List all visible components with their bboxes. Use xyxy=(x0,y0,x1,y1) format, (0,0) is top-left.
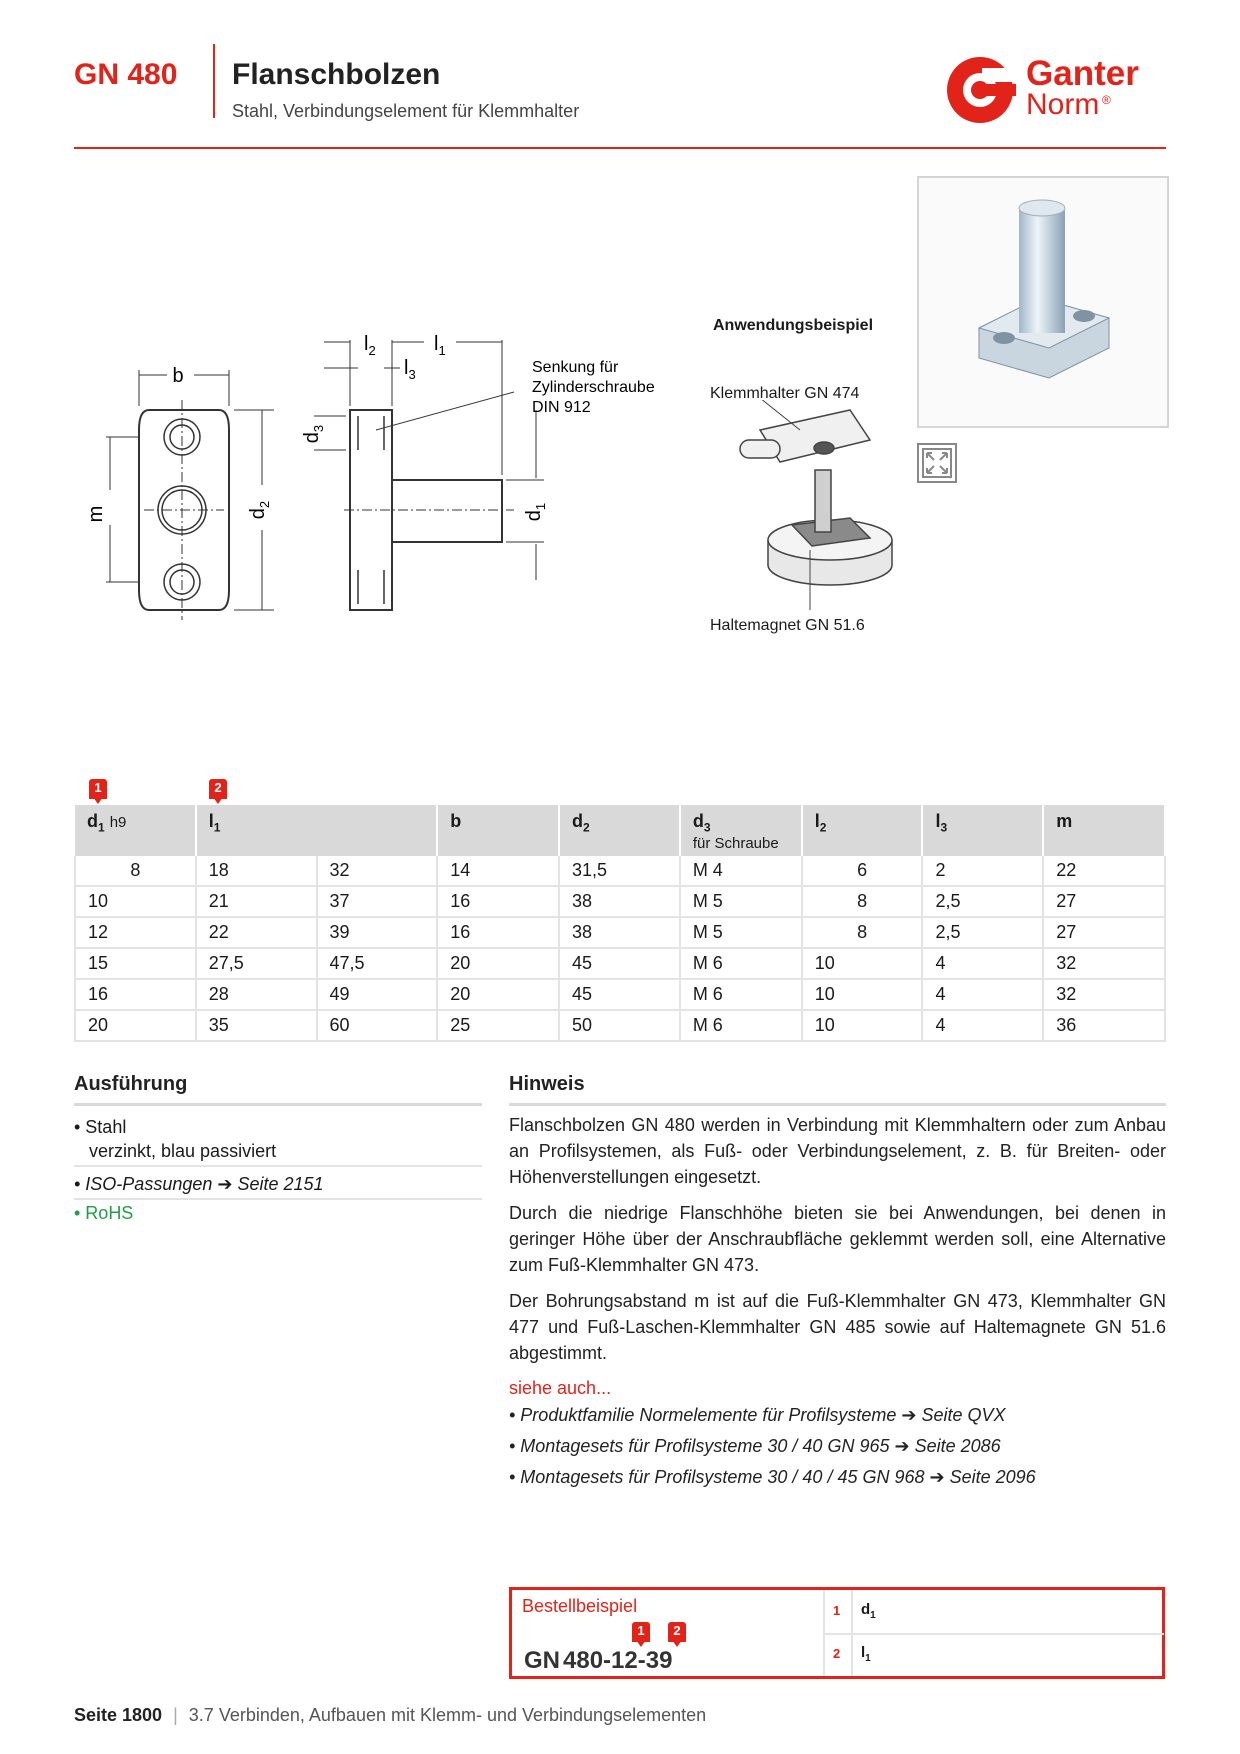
hinweis-rule xyxy=(509,1103,1166,1106)
cell-l1-b: 37 xyxy=(317,886,438,917)
col-header-d2: $d_2$ xyxy=(559,805,680,856)
col-header-b: b xyxy=(437,805,559,856)
ganter-norm-logo xyxy=(944,54,1166,126)
cell-l3: 4 xyxy=(922,979,1043,1010)
senkung-line-2: Zylinderschraube xyxy=(532,379,655,396)
table-header-row xyxy=(75,805,1165,856)
cell-m: 27 xyxy=(1043,917,1165,948)
order-legend-num: 2 xyxy=(833,1646,841,1661)
order-marker-2: 2 xyxy=(668,1622,686,1642)
flanschbolzen-photo xyxy=(919,178,1167,426)
ganter-logo-icon xyxy=(944,54,1016,126)
application-illustration xyxy=(730,400,910,610)
col-header-l1: $l_1$ xyxy=(196,805,438,856)
order-legend-sym xyxy=(851,1633,853,1676)
ausfuehrung-item-stahl-line1: • Stahl xyxy=(74,1117,127,1137)
cell-l1-b: 60 xyxy=(317,1010,438,1041)
cell-m: 22 xyxy=(1043,856,1165,886)
col-header-d3: $d_3$ für Schraube xyxy=(680,805,802,856)
cell-d1: 8 xyxy=(75,856,196,886)
footer-separator: | xyxy=(173,1705,178,1725)
ausfuehrung-item-stahl-line2: verzinkt, blau passiviert xyxy=(89,1141,277,1161)
cell-d3: M 6 xyxy=(680,948,802,979)
cell-b: 20 xyxy=(437,979,559,1010)
dim-b-label: b xyxy=(172,365,184,387)
col-header-d1: $d_1$ h9 xyxy=(75,805,196,856)
cell-d3: M 6 xyxy=(680,1010,802,1041)
cell-l1-a: 22 xyxy=(196,917,317,948)
order-example-title: Bestellbeispiel xyxy=(522,1596,638,1616)
dim-l1-label: $l_1$ xyxy=(434,333,446,358)
order-legend-row xyxy=(825,1633,1164,1676)
cell-d3: M 5 xyxy=(680,917,802,948)
cell-l3: 4 xyxy=(922,1010,1043,1041)
cell-l1-b: 32 xyxy=(317,856,438,886)
cell-l1-a: 21 xyxy=(196,886,317,917)
cell-l2: 10 xyxy=(802,979,923,1010)
cell-l2: 10 xyxy=(802,1010,923,1041)
application-title: Anwendungsbeispiel xyxy=(713,317,874,334)
cell-l2: 10 xyxy=(802,948,923,979)
order-legend xyxy=(823,1590,1164,1676)
cell-l1-a: 27,5 xyxy=(196,948,317,979)
ausfuehrung-rule xyxy=(74,1103,482,1106)
cell-b: 16 xyxy=(437,917,559,948)
cell-d1: 15 xyxy=(75,948,196,979)
order-code xyxy=(524,1647,672,1675)
cell-b: 20 xyxy=(437,948,559,979)
see-also-link-3[interactable]: • Montagesets für Profilsysteme 30 / 40 / 45 GN 968 ➔ Seite 2096 xyxy=(509,1467,1036,1487)
cell-b: 16 xyxy=(437,886,559,917)
product-code: GN 480 xyxy=(74,58,178,91)
application-label-haltemagnet: Haltemagnet GN 51.6 xyxy=(710,617,865,634)
cell-l1-b: 39 xyxy=(317,917,438,948)
order-legend-label: $d_1$ xyxy=(861,1601,876,1621)
cell-d2: 45 xyxy=(559,948,680,979)
cell-l1-a: 28 xyxy=(196,979,317,1010)
table-row xyxy=(75,917,1165,948)
header-rule xyxy=(74,147,1166,149)
col-header-l3: $l_3$ xyxy=(922,805,1043,856)
hinweis-paragraph-3: Der Bohrungsabstand m ist auf die Fuß-Klemmhalter GN 473, Klemmhalter GN 477 und Fuß-Laschen-Klemmhalter GN 485 sowie auf Haltemagnete GN 51.6 abgestimmt. xyxy=(509,1291,1166,1363)
ausfuehrung-title: Ausführung xyxy=(74,1073,188,1095)
cad-download-icon[interactable] xyxy=(917,443,957,483)
hinweis-title: Hinweis xyxy=(509,1073,585,1095)
ausfuehrung-item-stahl xyxy=(74,1115,482,1167)
logo-word-ganter: Ganter xyxy=(1026,54,1139,93)
order-legend-row xyxy=(825,1590,1164,1635)
ausfuehrung-item-rohs: • RoHS xyxy=(74,1203,134,1223)
cell-d3: M 4 xyxy=(680,856,802,886)
cell-d2: 38 xyxy=(559,886,680,917)
dim-d1-label: $d_1$ xyxy=(523,502,548,522)
table-marker-1: 1 xyxy=(89,779,107,799)
page-subtitle: Stahl, Verbindungselement für Klemmhalter xyxy=(232,101,580,121)
cell-m: 32 xyxy=(1043,948,1165,979)
see-also-link-2[interactable]: • Montagesets für Profilsysteme 30 / 40 GN 965 ➔ Seite 2086 xyxy=(509,1436,1001,1456)
dim-l3-label: $l_3$ xyxy=(404,357,416,382)
cell-d1: 12 xyxy=(75,917,196,948)
cell-d2: 50 xyxy=(559,1010,680,1041)
page-title: Flanschbolzen xyxy=(232,58,441,91)
order-legend-label: $l_1$ xyxy=(861,1644,871,1664)
application-label-klemmhalter: Klemmhalter GN 474 xyxy=(710,385,860,402)
dimension-table xyxy=(74,805,1166,1042)
senkung-line-3: DIN 912 xyxy=(532,399,591,416)
dim-m-label: m xyxy=(85,505,107,523)
cell-d1: 20 xyxy=(75,1010,196,1041)
cell-l3: 2,5 xyxy=(922,917,1043,948)
logo-registered-mark: ® xyxy=(1102,93,1111,107)
senkung-line-1: Senkung für xyxy=(532,359,619,376)
dim-d3-label: $d_3$ xyxy=(301,424,326,444)
order-marker-1: 1 xyxy=(632,1622,650,1642)
cell-d1: 10 xyxy=(75,886,196,917)
cell-l2: 6 xyxy=(802,856,923,886)
cell-d3: M 6 xyxy=(680,979,802,1010)
cell-m: 27 xyxy=(1043,886,1165,917)
hinweis-paragraph-2: Durch die niedrige Flanschhöhe bieten sie bei Anwendungen, bei denen in geringer Höhe über der Anschraubfläche geklemmt werden soll, eine Alternative zum Fuß-Klemmhalter GN 473. xyxy=(509,1203,1166,1275)
cell-m: 36 xyxy=(1043,1010,1165,1041)
col-header-m: m xyxy=(1043,805,1165,856)
ausfuehrung-item-iso[interactable]: • ISO-Passungen ➔ Seite 2151 xyxy=(74,1172,482,1200)
hinweis-paragraph-1: Flanschbolzen GN 480 werden in Verbindung mit Klemmhaltern oder zum Anbau an Profilsystemen, als Fuß- oder Verbindungselement, z. B. für Breiten- oder Höhenverstellungen eingesetzt. xyxy=(509,1115,1166,1187)
page-number: Seite 1800 xyxy=(74,1705,163,1725)
table-marker-2: 2 xyxy=(209,779,227,799)
table-row xyxy=(75,948,1165,979)
cell-d3: M 5 xyxy=(680,886,802,917)
cell-l3: 4 xyxy=(922,948,1043,979)
cell-l2: 8 xyxy=(802,886,923,917)
cell-m: 32 xyxy=(1043,979,1165,1010)
dim-d2-label: $d_2$ xyxy=(247,500,272,520)
see-also-link-1[interactable]: • Produktfamilie Normelemente für Profilsysteme ➔ Seite QVX xyxy=(509,1405,1006,1425)
cell-l3: 2,5 xyxy=(922,886,1043,917)
technical-drawing xyxy=(74,320,674,640)
order-legend-sym xyxy=(851,1590,853,1633)
table-row xyxy=(75,1010,1165,1041)
cell-d1: 16 xyxy=(75,979,196,1010)
order-example-box xyxy=(509,1587,1165,1679)
table-row xyxy=(75,856,1165,886)
page-footer xyxy=(74,1705,706,1726)
cell-l3: 2 xyxy=(922,856,1043,886)
cell-l1-a: 35 xyxy=(196,1010,317,1041)
table-row xyxy=(75,886,1165,917)
dim-l2-label: $l_2$ xyxy=(364,333,376,358)
order-code-value: 480-12-39 xyxy=(563,1647,673,1674)
cell-d2: 38 xyxy=(559,917,680,948)
product-photo xyxy=(917,176,1169,428)
cell-l1-b: 49 xyxy=(317,979,438,1010)
see-also-label: siehe auch... xyxy=(509,1378,612,1398)
order-code-prefix: GN xyxy=(524,1647,560,1674)
order-legend-num: 1 xyxy=(833,1603,841,1618)
header-divider xyxy=(213,44,215,118)
table-row xyxy=(75,979,1165,1010)
logo-word-norm: Norm xyxy=(1026,88,1100,121)
col-header-l2: $l_2$ xyxy=(802,805,923,856)
cell-d2: 45 xyxy=(559,979,680,1010)
cell-l1-b: 47,5 xyxy=(317,948,438,979)
cell-b: 25 xyxy=(437,1010,559,1041)
cell-l2: 8 xyxy=(802,917,923,948)
cell-b: 14 xyxy=(437,856,559,886)
cell-d2: 31,5 xyxy=(559,856,680,886)
cell-l1-a: 18 xyxy=(196,856,317,886)
footer-chapter: 3.7 Verbinden, Aufbauen mit Klemm- und Verbindungselementen xyxy=(188,1705,707,1725)
